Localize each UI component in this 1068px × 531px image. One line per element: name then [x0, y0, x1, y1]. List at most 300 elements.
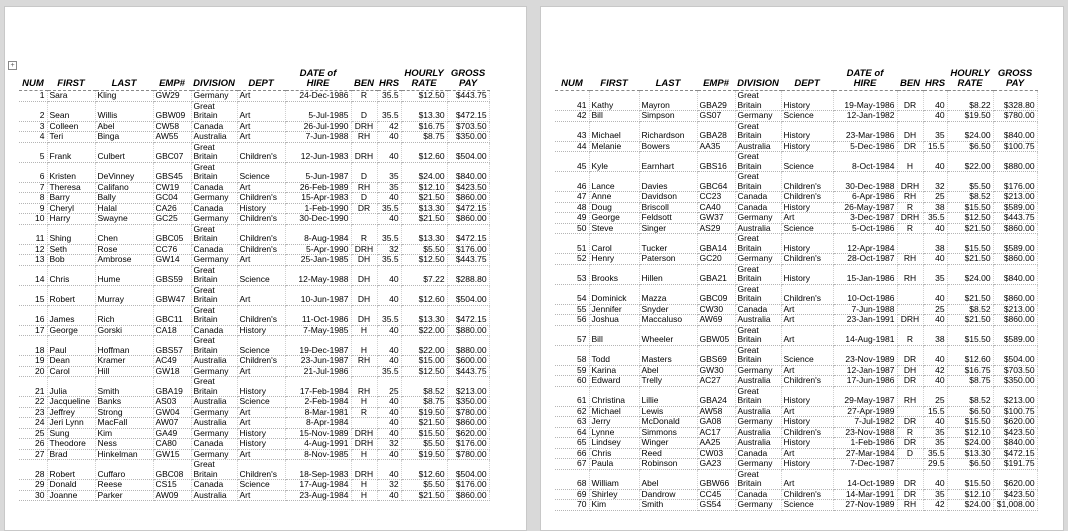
table-cell[interactable]: Henry: [589, 254, 639, 265]
table-cell[interactable]: 19: [19, 356, 47, 367]
table-cell[interactable]: 14: [19, 265, 47, 285]
table-cell[interactable]: DRH: [351, 439, 377, 450]
table-cell[interactable]: Binga: [95, 132, 153, 143]
table-cell[interactable]: H: [351, 336, 377, 356]
table-cell[interactable]: CW19: [153, 182, 191, 193]
table-cell[interactable]: 15-Nov-1989: [285, 428, 351, 439]
table-cell[interactable]: 2: [19, 101, 47, 121]
table-cell[interactable]: $472.15: [447, 305, 489, 325]
table-cell[interactable]: $288.80: [447, 265, 489, 285]
table-cell[interactable]: GBC07: [153, 142, 191, 162]
table-cell[interactable]: Joshua: [589, 315, 639, 326]
table-cell[interactable]: 27-Apr-1989: [833, 406, 897, 417]
table-cell[interactable]: 23-Nov-1989: [833, 345, 897, 365]
table-cell[interactable]: Children's: [237, 460, 285, 480]
table-cell[interactable]: History: [781, 264, 833, 284]
table-cell[interactable]: Great Britain: [191, 142, 237, 162]
table-cell[interactable]: 15: [19, 285, 47, 305]
table-cell[interactable]: 40: [377, 418, 401, 429]
table-cell[interactable]: 30: [19, 490, 47, 501]
table-cell[interactable]: $860.00: [993, 315, 1037, 326]
table-cell[interactable]: Steve: [589, 223, 639, 234]
table-cell[interactable]: Art: [781, 315, 833, 326]
table-cell[interactable]: Jacqueline: [47, 397, 95, 408]
table-cell[interactable]: D: [351, 162, 377, 182]
table-cell[interactable]: 40: [377, 397, 401, 408]
table-cell[interactable]: 35: [923, 264, 947, 284]
table-cell[interactable]: $6.50: [947, 141, 993, 152]
table-cell[interactable]: $860.00: [993, 254, 1037, 265]
table-cell[interactable]: $213.00: [447, 377, 489, 397]
table-cell[interactable]: Mayron: [639, 91, 697, 111]
table-cell[interactable]: Science: [237, 162, 285, 182]
table-cell[interactable]: GA08: [697, 417, 735, 428]
table-cell[interactable]: $504.00: [447, 460, 489, 480]
table-cell[interactable]: 12-Jan-1982: [833, 111, 897, 122]
table-cell[interactable]: 29-May-1987: [833, 386, 897, 406]
table-cell[interactable]: $5.50: [401, 480, 447, 491]
table-cell[interactable]: 17-Feb-1984: [285, 377, 351, 397]
table-cell[interactable]: 17: [19, 325, 47, 336]
table-cell[interactable]: 35.5: [923, 213, 947, 224]
table-cell[interactable]: $840.00: [447, 162, 489, 182]
table-cell[interactable]: 23-Jun-1987: [285, 356, 351, 367]
table-cell[interactable]: Smith: [639, 500, 697, 511]
table-cell[interactable]: 21-Jul-1986: [285, 366, 351, 377]
table-cell[interactable]: $5.50: [401, 439, 447, 450]
table-cell[interactable]: [351, 366, 377, 377]
table-cell[interactable]: AC17: [697, 427, 735, 438]
table-cell[interactable]: Great Britain: [191, 265, 237, 285]
table-cell[interactable]: 54: [555, 284, 589, 304]
table-cell[interactable]: GS54: [697, 500, 735, 511]
table-cell[interactable]: 29.5: [923, 459, 947, 470]
table-cell[interactable]: 35: [923, 489, 947, 500]
table-cell[interactable]: Barry: [47, 193, 95, 204]
table-cell[interactable]: $24.00: [947, 500, 993, 511]
table-cell[interactable]: Willis: [95, 101, 153, 121]
table-cell[interactable]: Children's: [781, 254, 833, 265]
table-cell[interactable]: Germany: [735, 500, 781, 511]
table-cell[interactable]: $423.50: [993, 427, 1037, 438]
table-cell[interactable]: Children's: [781, 376, 833, 387]
table-cell[interactable]: $15.50: [947, 417, 993, 428]
table-cell[interactable]: $13.30: [401, 305, 447, 325]
table-cell[interactable]: 65: [555, 438, 589, 449]
table-cell[interactable]: 8-Mar-1981: [285, 407, 351, 418]
table-cell[interactable]: $213.00: [993, 192, 1037, 203]
table-cell[interactable]: 40: [377, 460, 401, 480]
table-cell[interactable]: History: [781, 91, 833, 111]
table-cell[interactable]: Bill: [589, 325, 639, 345]
table-cell[interactable]: [351, 418, 377, 429]
table-cell[interactable]: GBS57: [153, 336, 191, 356]
table-cell[interactable]: Australia: [735, 438, 781, 449]
table-cell[interactable]: Paterson: [639, 254, 697, 265]
table-cell[interactable]: $12.10: [947, 489, 993, 500]
table-cell[interactable]: GBS69: [697, 345, 735, 365]
table-cell[interactable]: 5: [19, 142, 47, 162]
table-cell[interactable]: Masters: [639, 345, 697, 365]
table-cell[interactable]: H: [351, 449, 377, 460]
table-cell[interactable]: Hoffman: [95, 336, 153, 356]
table-cell[interactable]: $443.75: [447, 91, 489, 102]
table-cell[interactable]: 5-Dec-1986: [833, 141, 897, 152]
table-cell[interactable]: Doug: [589, 202, 639, 213]
table-cell[interactable]: Lewis: [639, 406, 697, 417]
table-cell[interactable]: Richardson: [639, 121, 697, 141]
table-cell[interactable]: $22.00: [401, 325, 447, 336]
table-cell[interactable]: GW18: [153, 366, 191, 377]
table-cell[interactable]: AC27: [697, 376, 735, 387]
table-cell[interactable]: $8.52: [947, 304, 993, 315]
table-cell[interactable]: CC23: [697, 192, 735, 203]
table-cell[interactable]: GBA21: [697, 264, 735, 284]
table-cell[interactable]: AA35: [697, 141, 735, 152]
table-cell[interactable]: $12.60: [947, 345, 993, 365]
table-cell[interactable]: 40: [923, 223, 947, 234]
table-cell[interactable]: Gorski: [95, 325, 153, 336]
table-cell[interactable]: Robert: [47, 285, 95, 305]
table-cell[interactable]: Paul: [47, 336, 95, 356]
table-cell[interactable]: History: [237, 377, 285, 397]
table-cell[interactable]: 40: [923, 376, 947, 387]
table-cell[interactable]: GS07: [697, 111, 735, 122]
table-cell[interactable]: $21.50: [401, 193, 447, 204]
table-cell[interactable]: 13: [19, 255, 47, 266]
table-cell[interactable]: 7-Dec-1987: [833, 459, 897, 470]
table-cell[interactable]: 40: [377, 265, 401, 285]
table-cell[interactable]: $860.00: [447, 418, 489, 429]
table-cell[interactable]: Science: [237, 265, 285, 285]
table-cell[interactable]: 8: [19, 193, 47, 204]
table-cell[interactable]: R: [897, 202, 923, 213]
table-cell[interactable]: RH: [897, 500, 923, 511]
table-cell[interactable]: Great Britain: [735, 172, 781, 192]
table-cell[interactable]: Jennifer: [589, 304, 639, 315]
table-cell[interactable]: 41: [555, 91, 589, 111]
table-cell[interactable]: GBA28: [697, 121, 735, 141]
table-cell[interactable]: Art: [237, 101, 285, 121]
table-cell[interactable]: 10-Jun-1987: [285, 285, 351, 305]
table-cell[interactable]: $13.30: [947, 448, 993, 459]
table-cell[interactable]: 44: [555, 141, 589, 152]
table-cell[interactable]: Science: [237, 336, 285, 356]
table-cell[interactable]: R: [897, 325, 923, 345]
table-cell[interactable]: $7.22: [401, 265, 447, 285]
table-cell[interactable]: 42: [555, 111, 589, 122]
table-cell[interactable]: Banks: [95, 397, 153, 408]
table-cell[interactable]: 4-Aug-1991: [285, 439, 351, 450]
table-cell[interactable]: Canada: [735, 448, 781, 459]
table-cell[interactable]: Christina: [589, 386, 639, 406]
table-cell[interactable]: 24-Dec-1986: [285, 91, 351, 102]
table-cell[interactable]: 40: [923, 417, 947, 428]
table-cell[interactable]: Chris: [589, 448, 639, 459]
table-cell[interactable]: R: [897, 427, 923, 438]
table-cell[interactable]: Art: [781, 469, 833, 489]
table-cell[interactable]: CC45: [697, 489, 735, 500]
table-cell[interactable]: $840.00: [993, 438, 1037, 449]
table-cell[interactable]: $15.50: [401, 428, 447, 439]
table-cell[interactable]: $8.75: [947, 376, 993, 387]
table-cell[interactable]: 35.5: [377, 305, 401, 325]
table-cell[interactable]: 26-Jul-1990: [285, 121, 351, 132]
table-cell[interactable]: 52: [555, 254, 589, 265]
table-cell[interactable]: Todd: [589, 345, 639, 365]
table-cell[interactable]: Canada: [191, 244, 237, 255]
table-cell[interactable]: $589.00: [993, 202, 1037, 213]
table-cell[interactable]: Kim: [95, 428, 153, 439]
table-cell[interactable]: Brad: [47, 449, 95, 460]
table-cell[interactable]: Carol: [47, 366, 95, 377]
table-cell[interactable]: 7: [19, 182, 47, 193]
table-cell[interactable]: $472.15: [447, 101, 489, 121]
table-cell[interactable]: 25: [923, 304, 947, 315]
table-cell[interactable]: $423.50: [993, 489, 1037, 500]
table-cell[interactable]: $780.00: [447, 449, 489, 460]
table-cell[interactable]: Australia: [735, 315, 781, 326]
table-cell[interactable]: $24.00: [947, 121, 993, 141]
table-cell[interactable]: $213.00: [993, 304, 1037, 315]
table-cell[interactable]: DH: [351, 265, 377, 285]
table-cell[interactable]: $880.00: [993, 152, 1037, 172]
table-cell[interactable]: GA23: [697, 459, 735, 470]
table-cell[interactable]: 40: [923, 345, 947, 365]
table-cell[interactable]: $21.50: [401, 418, 447, 429]
table-cell[interactable]: 40: [377, 132, 401, 143]
table-cell[interactable]: 35.5: [377, 101, 401, 121]
table-cell[interactable]: $21.50: [947, 284, 993, 304]
table-cell[interactable]: Germany: [735, 111, 781, 122]
table-cell[interactable]: Art: [237, 366, 285, 377]
table-cell[interactable]: Great Britain: [735, 264, 781, 284]
table-cell[interactable]: Canada: [191, 439, 237, 450]
table-cell[interactable]: 35: [923, 121, 947, 141]
table-cell[interactable]: DH: [351, 305, 377, 325]
table-cell[interactable]: 5-Oct-1986: [833, 223, 897, 234]
table-cell[interactable]: 46: [555, 172, 589, 192]
table-cell[interactable]: 25-Jan-1985: [285, 255, 351, 266]
table-cell[interactable]: DRH: [351, 244, 377, 255]
table-cell[interactable]: Hill: [95, 366, 153, 377]
table-cell[interactable]: RH: [351, 377, 377, 397]
table-cell[interactable]: Canada: [735, 202, 781, 213]
table-cell[interactable]: 25: [19, 428, 47, 439]
table-cell[interactable]: GBS16: [697, 152, 735, 172]
table-cell[interactable]: GW15: [153, 449, 191, 460]
table-cell[interactable]: GBW05: [697, 325, 735, 345]
table-cell[interactable]: H: [897, 152, 923, 172]
table-cell[interactable]: Australia: [191, 418, 237, 429]
table-cell[interactable]: 22: [19, 397, 47, 408]
table-cell[interactable]: 15-Apr-1983: [285, 193, 351, 204]
table-cell[interactable]: Califano: [95, 182, 153, 193]
table-cell[interactable]: 35: [923, 427, 947, 438]
table-cell[interactable]: 42: [923, 365, 947, 376]
table-cell[interactable]: $589.00: [993, 234, 1037, 254]
table-cell[interactable]: Canada: [191, 203, 237, 214]
table-cell[interactable]: History: [781, 202, 833, 213]
table-cell[interactable]: Australia: [735, 406, 781, 417]
table-cell[interactable]: $13.30: [401, 224, 447, 244]
table-cell[interactable]: 14-Mar-1991: [833, 489, 897, 500]
table-cell[interactable]: $780.00: [993, 111, 1037, 122]
table-cell[interactable]: CA18: [153, 325, 191, 336]
table-cell[interactable]: Art: [781, 406, 833, 417]
table-cell[interactable]: $100.75: [993, 406, 1037, 417]
table-cell[interactable]: D: [897, 448, 923, 459]
table-cell[interactable]: Robert: [47, 460, 95, 480]
table-cell[interactable]: $8.75: [401, 132, 447, 143]
table-cell[interactable]: DRH: [897, 172, 923, 192]
table-cell[interactable]: 50: [555, 223, 589, 234]
table-cell[interactable]: CW58: [153, 121, 191, 132]
table-cell[interactable]: Ness: [95, 439, 153, 450]
table-cell[interactable]: Winger: [639, 438, 697, 449]
table-cell[interactable]: 10: [19, 214, 47, 225]
table-cell[interactable]: $589.00: [993, 325, 1037, 345]
table-cell[interactable]: Cuffaro: [95, 460, 153, 480]
table-cell[interactable]: 28-Oct-1987: [833, 254, 897, 265]
table-cell[interactable]: 26-Feb-1989: [285, 182, 351, 193]
table-cell[interactable]: Germany: [191, 255, 237, 266]
table-cell[interactable]: $12.50: [401, 91, 447, 102]
table-cell[interactable]: $350.00: [993, 376, 1037, 387]
table-cell[interactable]: Harry: [47, 214, 95, 225]
table-cell[interactable]: Edward: [589, 376, 639, 387]
table-cell[interactable]: McDonald: [639, 417, 697, 428]
table-cell[interactable]: 49: [555, 213, 589, 224]
table-cell[interactable]: $24.00: [401, 162, 447, 182]
table-cell[interactable]: Art: [781, 304, 833, 315]
table-cell[interactable]: 58: [555, 345, 589, 365]
table-cell[interactable]: $13.30: [401, 101, 447, 121]
table-cell[interactable]: CA26: [153, 203, 191, 214]
table-cell[interactable]: Reed: [639, 448, 697, 459]
table-cell[interactable]: DRH: [897, 213, 923, 224]
table-cell[interactable]: GW29: [153, 91, 191, 102]
table-cell[interactable]: 51: [555, 234, 589, 254]
table-cell[interactable]: Michael: [589, 406, 639, 417]
table-cell[interactable]: 23: [19, 407, 47, 418]
table-cell[interactable]: Science: [781, 111, 833, 122]
table-cell[interactable]: $8.52: [401, 377, 447, 397]
table-cell[interactable]: DRH: [351, 142, 377, 162]
table-cell[interactable]: 20: [19, 366, 47, 377]
table-cell[interactable]: 40: [923, 152, 947, 172]
table-cell[interactable]: [897, 406, 923, 417]
table-cell[interactable]: AW55: [153, 132, 191, 143]
table-cell[interactable]: History: [781, 438, 833, 449]
table-cell[interactable]: 1-Feb-1986: [833, 438, 897, 449]
table-cell[interactable]: 5-Jun-1987: [285, 162, 351, 182]
table-cell[interactable]: $350.00: [447, 132, 489, 143]
table-cell[interactable]: $880.00: [447, 336, 489, 356]
table-cell[interactable]: CS15: [153, 480, 191, 491]
table-cell[interactable]: Art: [237, 418, 285, 429]
table-cell[interactable]: $19.50: [401, 449, 447, 460]
table-cell[interactable]: Brooks: [589, 264, 639, 284]
table-cell[interactable]: $472.15: [993, 448, 1037, 459]
table-cell[interactable]: Murray: [95, 285, 153, 305]
table-cell[interactable]: Great Britain: [735, 469, 781, 489]
table-cell[interactable]: Lillie: [639, 386, 697, 406]
table-cell[interactable]: R: [351, 91, 377, 102]
table-cell[interactable]: $860.00: [447, 193, 489, 204]
table-cell[interactable]: Theodore: [47, 439, 95, 450]
table-cell[interactable]: Australia: [191, 490, 237, 501]
table-cell[interactable]: $176.00: [447, 439, 489, 450]
table-cell[interactable]: H: [351, 480, 377, 491]
table-cell[interactable]: GC25: [153, 214, 191, 225]
table-cell[interactable]: [897, 304, 923, 315]
table-cell[interactable]: 23-Aug-1984: [285, 490, 351, 501]
table-cell[interactable]: Sara: [47, 91, 95, 102]
table-cell[interactable]: R: [351, 224, 377, 244]
table-cell[interactable]: Art: [237, 285, 285, 305]
table-cell[interactable]: Canada: [735, 192, 781, 203]
table-cell[interactable]: Australia: [191, 397, 237, 408]
table-cell[interactable]: GBS45: [153, 162, 191, 182]
table-cell[interactable]: $12.60: [401, 142, 447, 162]
table-cell[interactable]: RH: [897, 264, 923, 284]
table-cell[interactable]: 12-Jun-1983: [285, 142, 351, 162]
table-cell[interactable]: GBS59: [153, 265, 191, 285]
table-cell[interactable]: [897, 459, 923, 470]
table-cell[interactable]: Children's: [237, 142, 285, 162]
table-cell[interactable]: History: [781, 234, 833, 254]
table-cell[interactable]: $860.00: [993, 223, 1037, 234]
table-cell[interactable]: $100.75: [993, 141, 1037, 152]
table-cell[interactable]: $8.75: [401, 397, 447, 408]
table-cell[interactable]: Canada: [191, 182, 237, 193]
table-cell[interactable]: $22.00: [947, 152, 993, 172]
table-cell[interactable]: DRH: [897, 315, 923, 326]
table-cell[interactable]: 40: [923, 91, 947, 111]
table-cell[interactable]: 59: [555, 365, 589, 376]
table-cell[interactable]: Children's: [237, 356, 285, 367]
table-cell[interactable]: $8.22: [947, 91, 993, 111]
table-cell[interactable]: $620.00: [993, 469, 1037, 489]
table-cell[interactable]: GBW66: [697, 469, 735, 489]
table-cell[interactable]: D: [351, 101, 377, 121]
table-cell[interactable]: Children's: [237, 224, 285, 244]
table-cell[interactable]: Children's: [237, 193, 285, 204]
table-cell[interactable]: $19.50: [947, 111, 993, 122]
table-cell[interactable]: 56: [555, 315, 589, 326]
table-cell[interactable]: 42: [377, 121, 401, 132]
table-cell[interactable]: $22.00: [401, 336, 447, 356]
table-cell[interactable]: [897, 234, 923, 254]
table-cell[interactable]: GC04: [153, 193, 191, 204]
table-cell[interactable]: CC76: [153, 244, 191, 255]
table-cell[interactable]: Great Britain: [191, 336, 237, 356]
table-cell[interactable]: DH: [897, 121, 923, 141]
table-cell[interactable]: 18: [19, 336, 47, 356]
table-cell[interactable]: GBC05: [153, 224, 191, 244]
table-cell[interactable]: History: [781, 141, 833, 152]
table-cell[interactable]: $12.50: [401, 255, 447, 266]
table-cell[interactable]: History: [781, 459, 833, 470]
table-cell[interactable]: $176.00: [447, 480, 489, 491]
table-cell[interactable]: AW09: [153, 490, 191, 501]
table-cell[interactable]: 40: [377, 490, 401, 501]
table-cell[interactable]: Abel: [639, 365, 697, 376]
table-cell[interactable]: Germany: [191, 428, 237, 439]
table-cell[interactable]: AA25: [697, 438, 735, 449]
table-cell[interactable]: 30-Dec-1988: [833, 172, 897, 192]
